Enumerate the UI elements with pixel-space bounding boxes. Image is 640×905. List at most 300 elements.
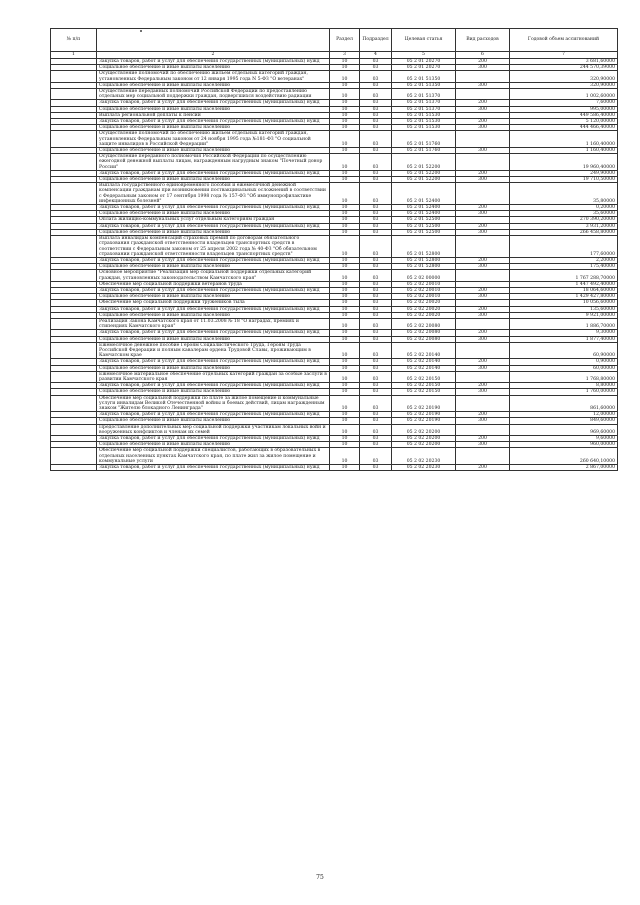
row-expense-type: 200 [456,287,510,293]
table-row [51,448,618,465]
row-name: Закупка товаров, работ и услуг для обеспечения государственных (муниципальных) нужд [97,170,330,176]
row-amount: 177,60000 [510,236,618,258]
row-amount: 3 931,20000 [510,223,618,229]
row-subsection: 03 [360,106,392,112]
row-expense-type: 300 [456,65,510,71]
row-target-code: 05 2 02 20200 [392,424,456,435]
row-target-code: 05 2 02 20010 [392,281,456,287]
row-expense-type [456,236,510,258]
row-subsection: 03 [360,170,392,176]
row-subsection: 03 [360,211,392,217]
row-section: 10 [330,359,360,365]
row-subsection: 03 [360,436,392,442]
row-subsection: 03 [360,119,392,125]
row-name: Социальное обеспечение и иные выплаты населению [97,148,330,154]
row-name: Основное мероприятие "Реализация мер социальной поддержки отдельных категорий граждан, установленных законодательством Камчатского края" [97,270,330,281]
row-amount: 1 760,00000 [510,389,618,395]
row-subsection: 03 [360,112,392,118]
row-amount: 19 960,40000 [510,154,618,171]
row-expense-type: 200 [456,170,510,176]
row-section: 10 [330,287,360,293]
row-number [51,71,97,82]
row-target-code: 05 2 02 20150 [392,371,456,382]
row-amount: 8,80000 [510,383,618,389]
row-name: Обеспечение мер социальной поддержки специалистов, работающих в образовательных в отдельных населенных пунктах Камчатского края, по плате жил за жилое помещение и коммунальные услуги [97,448,330,465]
row-expense-type: 300 [456,148,510,154]
row-subsection: 03 [360,389,392,395]
row-target-code: 05 2 01 51530 [392,119,456,125]
row-target-code: 05 2 02 20140 [392,342,456,359]
row-target-code: 05 2 01 52400 [392,183,456,205]
row-number [51,270,97,281]
row-section: 10 [330,465,360,471]
row-target-code: 05 2 01 52800 [392,236,456,258]
row-name: Реализация Закона Камчатского края от 11.03.2008 № 18 "О наградах, премиях и стипендиях Камчатского края" [97,318,330,329]
row-target-code: 05 2 02 20150 [392,383,456,389]
row-number [51,89,97,100]
row-target-code: 05 2 01 52500 [392,229,456,235]
row-section: 10 [330,59,360,65]
row-section: 10 [330,306,360,312]
row-expense-type [456,448,510,465]
row-subsection: 03 [360,318,392,329]
row-amount: 249,90000 [510,170,618,176]
header-target: Целевая статья [392,29,456,52]
table-row [51,318,618,329]
row-name: Осуществление переданных полномочий Российской Федерации по предоставлению отдельных мер социальной поддержки граждан, подвергшихся воздействию радиации [97,89,330,100]
row-name: Социальное обеспечение и иные выплаты населению [97,312,330,318]
row-amount: 60,90000 [510,342,618,359]
row-expense-type [456,71,510,82]
row-target-code: 05 2 01 51370 [392,106,456,112]
row-number [51,371,97,382]
row-expense-type: 200 [456,257,510,263]
row-section: 10 [330,342,360,359]
row-expense-type: 200 [456,223,510,229]
row-name: Ежемесячное материальное обеспечение отдельных категорий граждан за особые заслуги в развитии Камчатского края [97,371,330,382]
row-target-code: 05 2 02 20190 [392,418,456,424]
row-subsection: 03 [360,223,392,229]
row-target-code: 05 2 01 52400 [392,211,456,217]
row-section: 10 [330,205,360,211]
row-subsection: 03 [360,131,392,148]
row-subsection: 03 [360,154,392,171]
row-subsection: 03 [360,442,392,448]
row-section: 10 [330,371,360,382]
row-expense-type: 200 [456,436,510,442]
row-amount: 175,40000 [510,264,618,270]
row-target-code: 05 2 02 20080 [392,336,456,342]
row-expense-type [456,318,510,329]
row-section: 10 [330,395,360,412]
table-row [51,465,618,471]
column-index: 4 [360,52,392,59]
row-amount: 9,30000 [510,330,618,336]
row-name: Ежемесячное денежное пособие Героям Социалистического Труда, Героям Труда Российской Федерации и полным кавалерам ордена Трудовой Славы, проживающим в Камчатском крае [97,342,330,359]
row-name: Закупка товаров, работ и услуг для обеспечения государственных (муниципальных) нужд [97,257,330,263]
row-target-code: 05 2 02 20200 [392,436,456,442]
row-target-code: 05 2 02 20020 [392,306,456,312]
row-section: 10 [330,106,360,112]
row-name: Выплата государственного единовременного пособия и ежемесячной денежной компенсации гражданам при возникновении поствакцинальных осложнений в соответствии с Федеральным законом от 17 сентября 1998 года № 157-ФЗ "Об иммунопрофилактике инфекционных болезней" [97,183,330,205]
row-expense-type: 300 [456,211,510,217]
row-amount: 969,60000 [510,424,618,435]
row-section: 10 [330,389,360,395]
row-target-code: 05 2 02 20010 [392,294,456,300]
row-subsection: 03 [360,371,392,382]
row-expense-type [456,154,510,171]
row-expense-type: 300 [456,336,510,342]
row-target-code: 05 2 02 20190 [392,395,456,412]
row-section: 10 [330,229,360,235]
row-amount: 60,00000 [510,365,618,371]
row-amount: 1 447 492,40000 [510,281,618,287]
row-name: Оплата жилищно-коммунальных услуг отдельным категориям граждан [97,217,330,223]
row-section: 10 [330,383,360,389]
row-expense-type: 300 [456,442,510,448]
row-name: Социальное обеспечение и иные выплаты населению [97,294,330,300]
row-name: Закупка товаров, работ и услуг для обеспечения государственных (муниципальных) нужд [97,59,330,65]
row-section: 10 [330,448,360,465]
row-section: 10 [330,177,360,183]
row-target-code: 05 2 01 52200 [392,177,456,183]
row-name: Закупка товаров, работ и услуг для обеспечения государственных (муниципальных) нужд [97,119,330,125]
row-subsection: 03 [360,412,392,418]
column-index: 3 [330,52,360,59]
row-amount: 960,00000 [510,442,618,448]
page-number: 75 [316,874,324,881]
column-index: 2 [97,52,330,59]
header-name [97,29,330,52]
row-amount: 9 921,00000 [510,312,618,318]
row-subsection: 03 [360,148,392,154]
row-subsection: 03 [360,89,392,100]
row-name: Закупка товаров, работ и услуг для обеспечения государственных (муниципальных) нужд [97,383,330,389]
row-subsection: 03 [360,270,392,281]
row-target-code: 05 2 02 00000 [392,270,456,281]
row-section: 10 [330,442,360,448]
row-subsection: 03 [360,59,392,65]
row-amount: 244 570,39000 [510,65,618,71]
row-section: 10 [330,312,360,318]
row-subsection: 03 [360,100,392,106]
row-amount: 1 160,40000 [510,131,618,148]
table-row [51,424,618,435]
row-name: Осуществление переданного полномочия Российской Федерации по осуществлению ежегодной денежной выплаты лицам, награжденным нагрудным знаком "Почетный донор России" [97,154,330,171]
row-target-code: 05 2 01 52400 [392,205,456,211]
row-amount: 444 466,40000 [510,125,618,131]
row-section: 10 [330,294,360,300]
row-section: 10 [330,336,360,342]
header-amount: Годовой объем ассигнований [510,29,618,52]
row-subsection: 03 [360,281,392,287]
row-amount: 12,00000 [510,412,618,418]
row-target-code: 05 2 01 51350 [392,82,456,88]
row-amount: 849,60000 [510,418,618,424]
row-number [51,448,97,465]
row-target-code: 05 2 01 51760 [392,131,456,148]
row-amount: 260 640,10000 [510,448,618,465]
row-expense-type [456,371,510,382]
row-expense-type: 200 [456,100,510,106]
row-expense-type [456,424,510,435]
row-amount: 266 458,80000 [510,229,618,235]
row-number [51,131,97,148]
row-target-code: 05 2 01 20270 [392,59,456,65]
row-name: Обеспечение мер социальной поддержки по плате за жилое помещение и коммунальные услуги инвалидам Великой Отечественной войны и боевых действий, лицам награжденным знаком "Жителю блокадного Ленинграда" [97,395,330,412]
row-section: 10 [330,154,360,171]
row-target-code: 05 2 01 51370 [392,100,456,106]
row-subsection: 03 [360,383,392,389]
row-section: 10 [330,418,360,424]
row-amount: 35,60000 [510,211,618,217]
row-section: 10 [330,112,360,118]
row-name: Социальное обеспечение и иные выплаты населению [97,365,330,371]
row-amount: 19 710,50000 [510,177,618,183]
row-amount: 18 064,60000 [510,287,618,293]
header-num: № п/п [51,29,97,52]
row-section: 10 [330,65,360,71]
row-subsection: 03 [360,365,392,371]
row-target-code: 05 2 01 52200 [392,154,456,171]
row-name: Социальное обеспечение и иные выплаты населению [97,177,330,183]
row-expense-type: 300 [456,264,510,270]
row-subsection: 03 [360,294,392,300]
row-subsection: 03 [360,229,392,235]
row-name: Социальное обеспечение и иные выплаты населению [97,211,330,217]
row-target-code: 05 2 01 51760 [392,148,456,154]
row-section: 10 [330,125,360,131]
row-name: Социальное обеспечение и иные выплаты населению [97,264,330,270]
row-name: Социальное обеспечение и иные выплаты населению [97,65,330,71]
row-target-code: 05 2 02 20230 [392,465,456,471]
row-subsection: 03 [360,418,392,424]
row-section: 10 [330,257,360,263]
row-expense-type: 300 [456,125,510,131]
row-target-code: 05 2 02 20080 [392,318,456,329]
row-section: 10 [330,236,360,258]
row-section: 10 [330,223,360,229]
row-name: Закупка товаров, работ и услуг для обеспечения государственных (муниципальных) нужд [97,436,330,442]
header-exp-type: Вид расходов [456,29,510,52]
row-section: 10 [330,412,360,418]
row-section: 10 [330,170,360,176]
row-target-code: 05 2 01 51530 [392,112,456,118]
row-target-code: 05 2 02 20020 [392,312,456,318]
row-expense-type: 300 [456,229,510,235]
row-name: Закупка товаров, работ и услуг для обеспечения государственных (муниципальных) нужд [97,223,330,229]
table-row [51,270,618,281]
row-section: 10 [330,119,360,125]
row-expense-type: 200 [456,205,510,211]
table-row [51,89,618,100]
row-amount: 320,90000 [510,82,618,88]
row-target-code: 05 2 02 20140 [392,365,456,371]
row-section: 10 [330,318,360,329]
row-amount: 35,80000 [510,183,618,205]
header-subsection: Подраздел [360,29,392,52]
row-name: Выплата региональной доплаты к пенсии [97,112,330,118]
row-section: 10 [330,270,360,281]
row-expense-type: 300 [456,106,510,112]
row-amount: 1 886,70000 [510,318,618,329]
row-name: Предоставление дополнительных мер социальной поддержки участникам локальных войн и вооруженных конфликтов и членам их семей [97,424,330,435]
row-amount: 1 877,40000 [510,336,618,342]
table-row [51,154,618,171]
row-name: Обеспечение мер социальной поддержки тружеников тыла [97,300,330,306]
row-expense-type: 200 [456,306,510,312]
row-subsection: 03 [360,236,392,258]
row-number [51,424,97,435]
row-expense-type: 300 [456,82,510,88]
row-subsection: 03 [360,395,392,412]
row-subsection: 03 [360,312,392,318]
row-name: Осуществление полномочий по обеспечению жильем отдельных категорий граждан, установленных Федеральным законом от 12 января 1995 года N 5-ФЗ "О ветеранах" [97,71,330,82]
row-amount: 995,00000 [510,106,618,112]
row-amount: 1 160,40000 [510,148,618,154]
row-target-code: 05 2 02 20150 [392,389,456,395]
row-amount: 9,60000 [510,436,618,442]
row-number [51,183,97,205]
row-target-code: 05 2 02 20020 [392,300,456,306]
row-name: Закупка товаров, работ и услуг для обеспечения государственных (муниципальных) нужд [97,412,330,418]
row-section: 10 [330,424,360,435]
row-expense-type: 200 [456,59,510,65]
row-subsection: 03 [360,183,392,205]
header-section: Раздел [330,29,360,52]
row-subsection: 03 [360,264,392,270]
row-name: Закупка товаров, работ и услуг для обеспечения государственных (муниципальных) нужд [97,306,330,312]
row-amount: 270 390,20000 [510,217,618,223]
row-target-code: 05 2 01 52200 [392,170,456,176]
row-amount: 1 767 288,70000 [510,270,618,281]
row-name: Социальное обеспечение и иные выплаты населению [97,125,330,131]
row-expense-type: 300 [456,294,510,300]
row-name: Закупка товаров, работ и услуг для обеспечения государственных (муниципальных) нужд [97,205,330,211]
row-section: 10 [330,100,360,106]
row-expense-type [456,270,510,281]
row-subsection: 03 [360,217,392,223]
row-name: Социальное обеспечение и иные выплаты населению [97,106,330,112]
row-expense-type: 200 [456,359,510,365]
row-name: Обеспечение мер социальной поддержки ветеранов труда [97,281,330,287]
row-expense-type: 300 [456,418,510,424]
row-subsection: 03 [360,300,392,306]
table-row [51,236,618,258]
row-expense-type [456,183,510,205]
row-amount: 320,90000 [510,71,618,82]
row-amount: 0,20000 [510,205,618,211]
row-section: 10 [330,436,360,442]
row-amount: 861,60000 [510,395,618,412]
row-target-code: 05 2 02 20230 [392,448,456,465]
row-target-code: 05 2 01 52500 [392,217,456,223]
row-section: 10 [330,71,360,82]
row-amount: 3 681,60000 [510,59,618,65]
row-expense-type: 200 [456,383,510,389]
row-name: Закупка товаров, работ и услуг для обеспечения государственных (муниципальных) нужд [97,359,330,365]
row-target-code: 05 2 02 20080 [392,330,456,336]
row-name: Социальное обеспечение и иные выплаты населению [97,389,330,395]
row-target-code: 05 2 02 20200 [392,442,456,448]
budget-table [50,28,618,471]
table-row [51,71,618,82]
column-index: 1 [51,52,97,59]
row-amount: 2,20000 [510,257,618,263]
row-target-code: 05 2 02 20190 [392,412,456,418]
row-expense-type [456,395,510,412]
row-expense-type: 300 [456,389,510,395]
row-amount: 7,60000 [510,100,618,106]
row-number [51,395,97,412]
row-number [51,154,97,171]
row-target-code: 05 2 02 20010 [392,287,456,293]
row-name: Социальное обеспечение и иные выплаты населению [97,82,330,88]
row-section: 10 [330,281,360,287]
row-section: 10 [330,131,360,148]
row-target-code: 05 2 01 51530 [392,125,456,131]
row-subsection: 03 [360,424,392,435]
row-subsection: 03 [360,82,392,88]
table-body [51,59,618,471]
row-target-code: 05 2 01 51350 [392,71,456,82]
row-name: Осуществление полномочий по обеспечению жильем отдельных категорий граждан, установленных Федеральным законом от 24 ноября 1995 года №181-ФЗ "О социальной защите инвалидов в Российской Федерации" [97,131,330,148]
row-amount: 449 586,40000 [510,112,618,118]
row-target-code: 05 2 01 52800 [392,264,456,270]
row-subsection: 03 [360,257,392,263]
row-name: Закупка товаров, работ и услуг для обеспечения государственных (муниципальных) нужд [97,100,330,106]
row-target-code: 05 2 01 51370 [392,89,456,100]
table-row [51,131,618,148]
row-expense-type: 200 [456,465,510,471]
row-section: 10 [330,148,360,154]
row-subsection: 03 [360,330,392,336]
row-section: 10 [330,365,360,371]
table-row [51,371,618,382]
row-expense-type: 200 [456,412,510,418]
row-name: Социальное обеспечение и иные выплаты населению [97,229,330,235]
row-subsection: 03 [360,71,392,82]
row-section: 10 [330,264,360,270]
row-amount: 5 120,00000 [510,119,618,125]
row-amount: 135,60000 [510,306,618,312]
row-expense-type: 300 [456,312,510,318]
row-amount: 1 429 427,80000 [510,294,618,300]
column-index: 7 [510,52,618,59]
row-name: Закупка товаров, работ и услуг для обеспечения государственных (муниципальных) нужд [97,465,330,471]
row-section: 10 [330,211,360,217]
row-subsection: 03 [360,287,392,293]
row-section: 10 [330,89,360,100]
row-amount: 1 002,60000 [510,89,618,100]
column-index: 5 [392,52,456,59]
row-subsection: 03 [360,359,392,365]
row-name: Социальное обеспечение и иные выплаты населению [97,336,330,342]
table-header [51,29,618,59]
row-expense-type [456,342,510,359]
row-subsection: 03 [360,65,392,71]
row-subsection: 03 [360,306,392,312]
row-section: 10 [330,82,360,88]
row-subsection: 03 [360,342,392,359]
row-section: 10 [330,330,360,336]
row-target-code: 05 2 01 20270 [392,65,456,71]
row-expense-type: 200 [456,119,510,125]
row-number [51,465,97,471]
row-section: 10 [330,300,360,306]
row-amount: 0,90000 [510,359,618,365]
column-index: 6 [456,52,510,59]
